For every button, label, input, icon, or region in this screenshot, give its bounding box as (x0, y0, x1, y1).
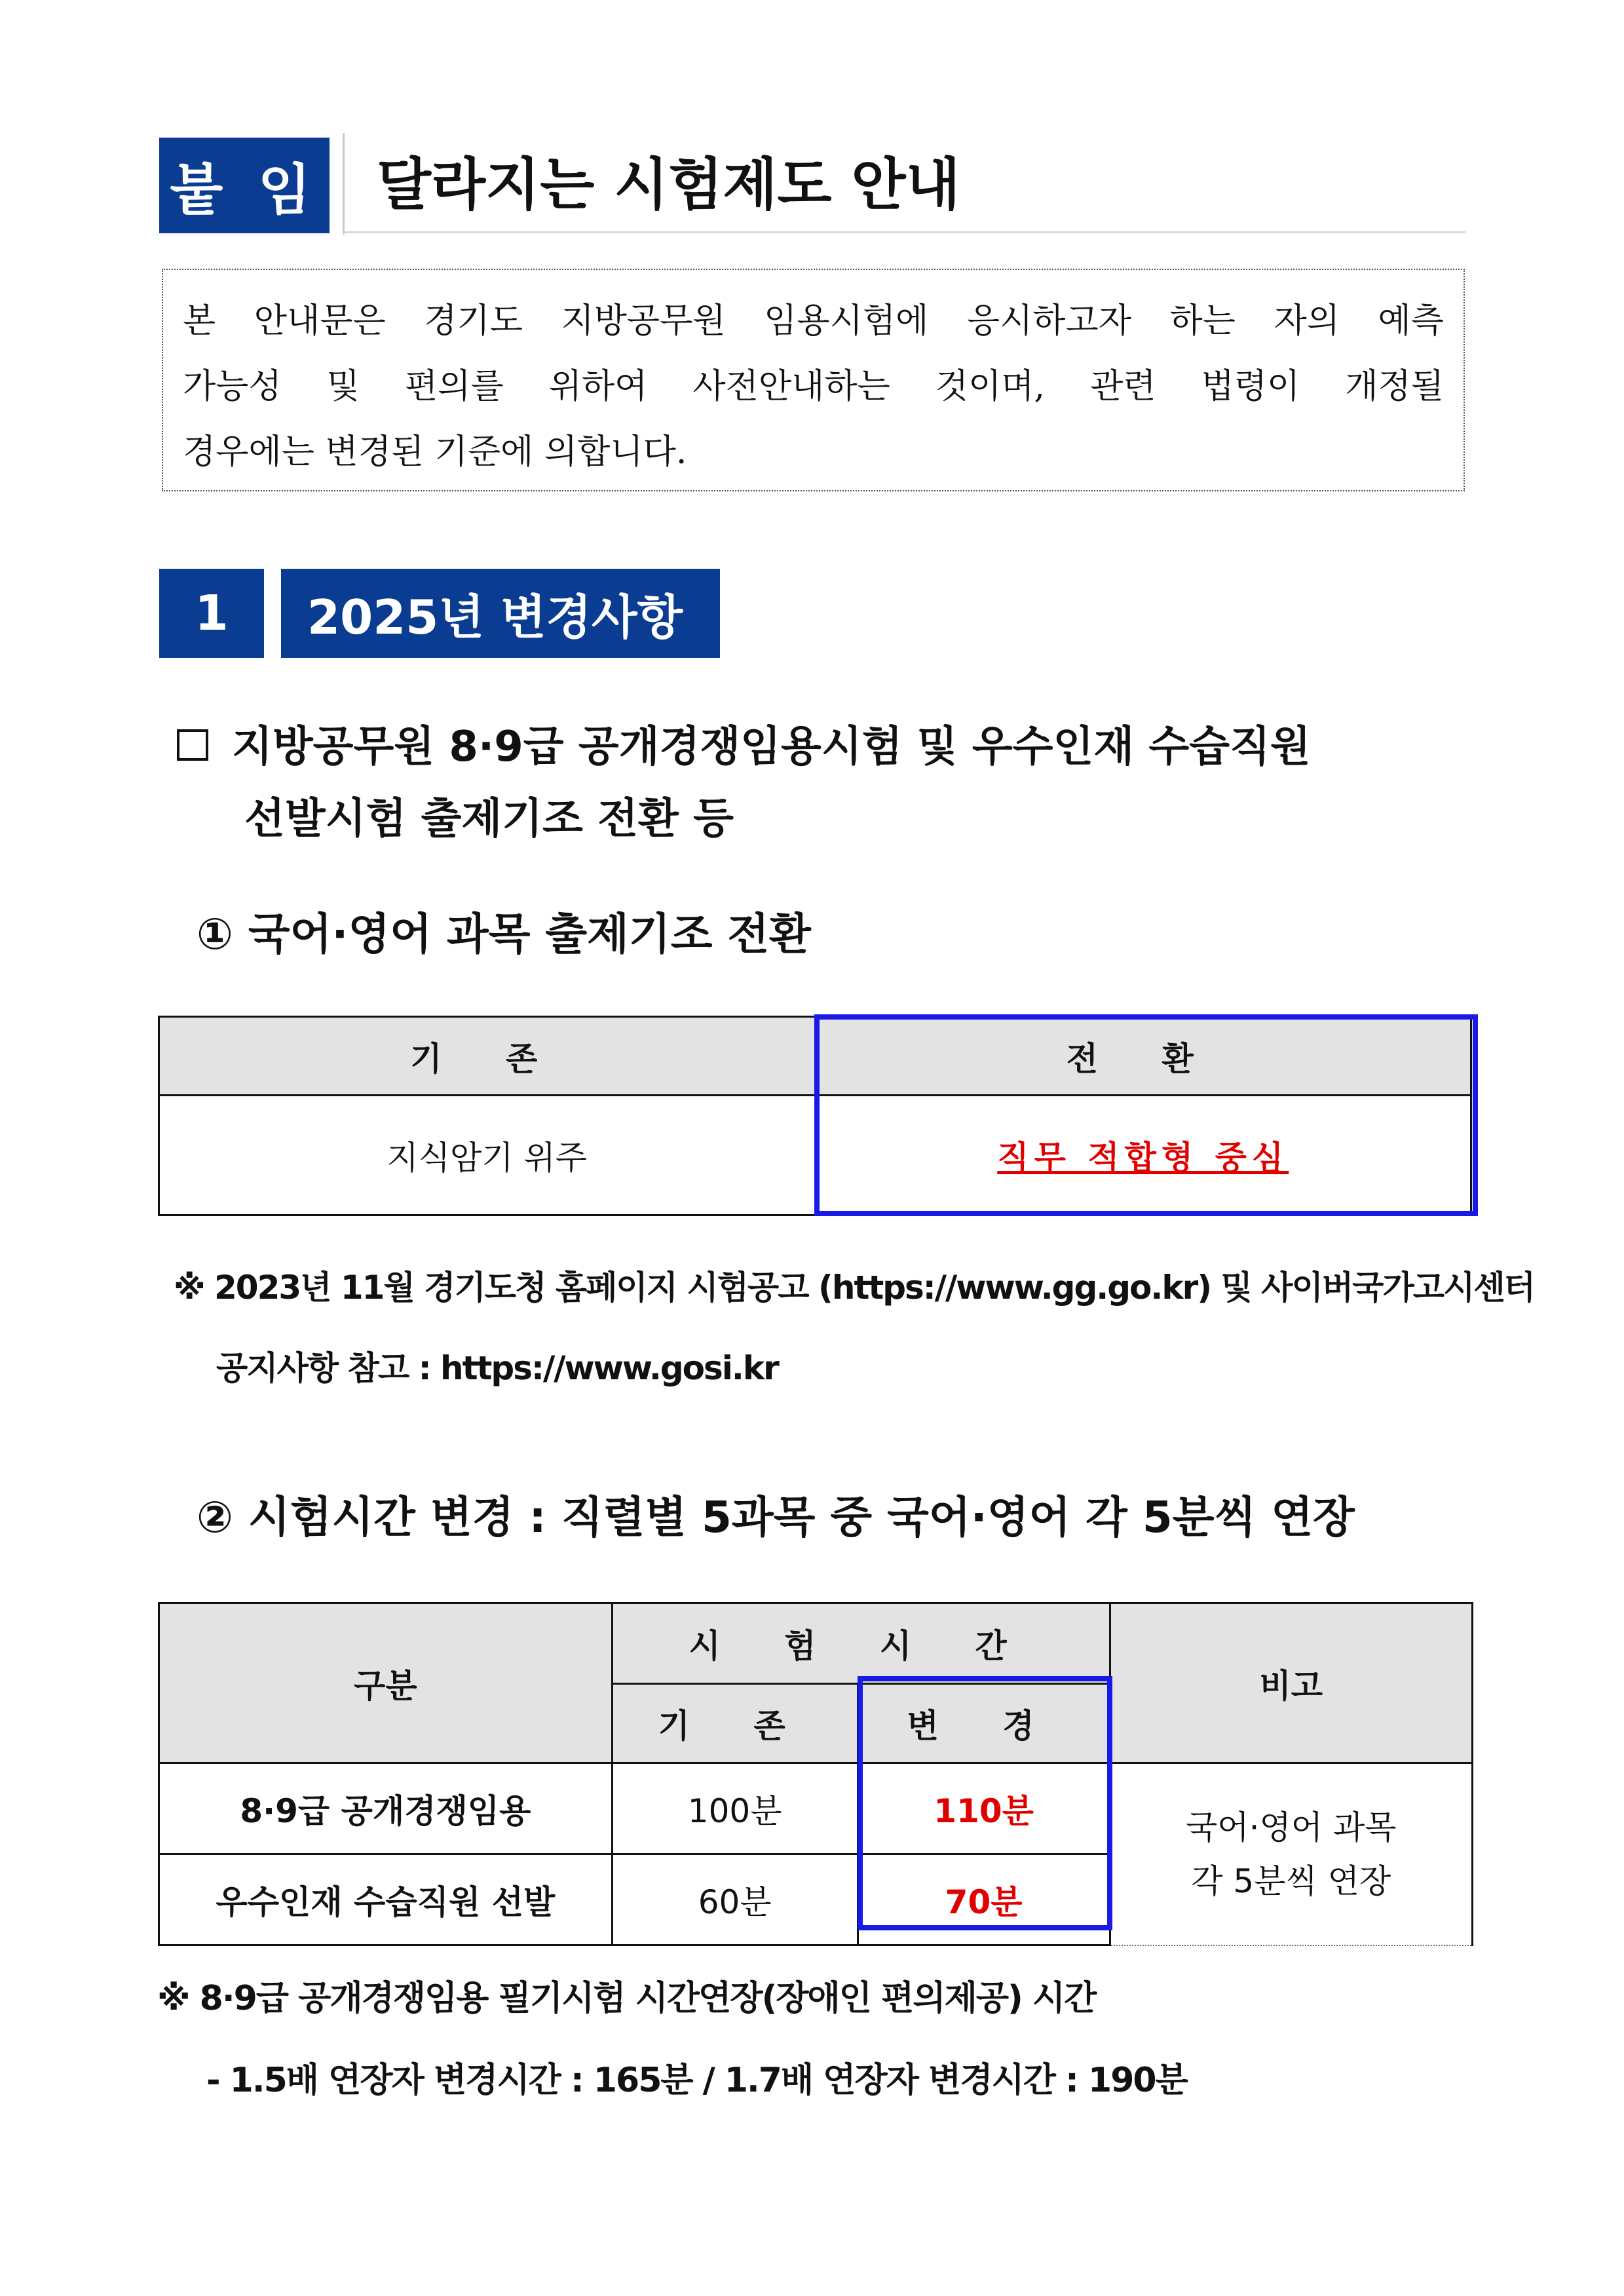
column-header-after: 변 경 (858, 1684, 1110, 1763)
row-after: 70분 (858, 1854, 1110, 1945)
notice-box (162, 269, 1465, 491)
row-category: 우수인재 수습직원 선발 (159, 1854, 613, 1945)
section-title: 2025년 변경사항 (281, 569, 720, 658)
subheading-2: ② 시험시간 변경 : 직렬별 5과목 중 국어·영어 각 5분씩 연장 (197, 1492, 1355, 1542)
notice-line-2: 가능성 및 편의를 위하여 사전안내하는 것이며, 관련 법령이 개정될 (183, 367, 1444, 406)
column-header-category: 구분 (159, 1603, 613, 1763)
column-header-exam-time: 시 험 시 간 (612, 1603, 1110, 1684)
column-header-before: 기 존 (612, 1684, 858, 1763)
item-heading-line-1: 지방공무원 8·9급 공개경쟁임용시험 및 우수인재 수습직원 (232, 723, 1311, 771)
cell-before: 지식암기 위주 (159, 1096, 816, 1215)
highlight-frame (814, 1014, 1478, 1216)
row-before: 60분 (612, 1854, 858, 1945)
remark-line-2: 각 5분씩 연장 (1191, 1862, 1391, 1900)
note-line-2: - 1.5배 연장자 변경시간 : 165분 / 1.7배 연장자 변경시간 : 190분 (206, 2061, 1187, 2100)
notice-line-3: 경우에는 변경된 기준에 의합니다. (183, 432, 687, 472)
remark-line-1: 국어·영어 과목 (1186, 1808, 1397, 1846)
item-heading-line-2: 선발시험 출제기조 전환 등 (244, 795, 734, 843)
note-line-2: 공지사항 참고 : https://www.gosi.kr (216, 1349, 778, 1387)
checkbox-square-icon (177, 729, 208, 761)
column-header-before: 기 존 (159, 1017, 816, 1096)
item-heading (177, 711, 1311, 855)
notice-line-1: 본 안내문은 경기도 지방공무원 임용시험에 응시하고자 하는 자의 예측 (183, 301, 1444, 341)
title-divider (343, 133, 345, 235)
row-category: 8·9급 공개경쟁임용 (159, 1763, 613, 1854)
exam-time-table (158, 1602, 1473, 1946)
row-before: 100분 (612, 1763, 858, 1854)
attachment-tag: 붙 임 (159, 138, 330, 233)
after-value: 직무 적합형 중심 (997, 1139, 1289, 1177)
row-after: 110분 (858, 1763, 1110, 1854)
subheading-1: ① 국어·영어 과목 출제기조 전환 (197, 909, 811, 959)
column-header-after: 전 환 (815, 1017, 1471, 1096)
section-number: 1 (159, 569, 264, 658)
row-remark (1110, 1763, 1472, 1945)
note-line-1: ※ 8·9급 공개경쟁임용 필기시험 시간연장(장애인 편의제공) 시간 (157, 1979, 1096, 2018)
note-line-1: ※ 2023년 11월 경기도청 홈페이지 시험공고 (https://www.gg.go.kr) 및 사이버국가고시센터 (174, 1269, 1534, 1307)
title-underline (344, 231, 1465, 233)
highlight-frame (858, 1676, 1112, 1930)
column-header-remark: 비고 (1110, 1603, 1472, 1763)
document-title: 달라지는 시험제도 안내 (377, 152, 960, 218)
table-row (159, 1763, 1473, 1854)
